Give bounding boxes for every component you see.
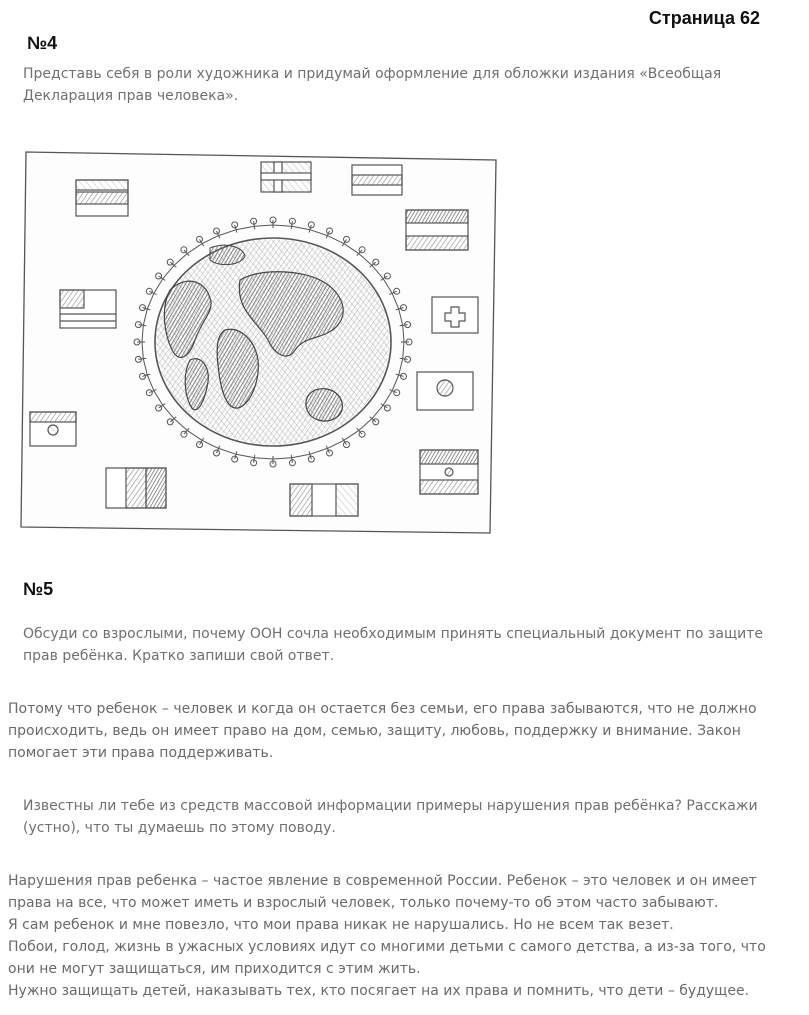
task-4-instruction: [23, 63, 721, 107]
question-line: Обсуди со взрослыми, почему ООН сочла необходимым принять специальный документ по защите: [23, 626, 763, 642]
question-line: Известны ли тебе из средств массовой информации примеры нарушения прав ребёнка? Расскажи: [23, 798, 758, 814]
flag-icon: [106, 468, 166, 508]
task-5-number: №5: [23, 579, 54, 599]
task-5-answer-1: [8, 698, 757, 764]
flag-icon: [30, 412, 76, 446]
task-5-answer-2: [8, 870, 766, 1002]
answer-line: помогает эти права поддерживать.: [8, 745, 274, 761]
task-5-question-1: [23, 623, 763, 667]
flag-icon: [352, 165, 402, 195]
question-line: (устно), что ты думаешь по этому поводу.: [23, 820, 336, 836]
instruction-line: Представь себя в роли художника и придумай оформление для обложки издания «Всеобщая: [23, 66, 722, 82]
answer-line: Нужно защищать детей, наказывать тех, кто посягает на их права и помнить, что дети – будущее.: [8, 983, 750, 999]
answer-line: Побои, голод, жизнь в ужасных условиях идут со многими детьми с самого детства, а из-за того, что: [8, 939, 766, 955]
flag-icon: [290, 484, 358, 516]
flag-icon: [420, 450, 478, 494]
instruction-line: Декларация прав человека».: [23, 88, 239, 104]
answer-line: Нарушения прав ребенка – частое явление в современной России. Ребенок – это человек и он имеет: [8, 873, 757, 889]
cover-drawing: [20, 150, 498, 535]
answer-line: происходить, ведь он имеет право на дом, семью, защиту, любовь, поддержку и внимание. Закон: [8, 723, 741, 739]
task-4-number: №4: [27, 33, 58, 53]
globe-icon: [155, 238, 391, 446]
answer-line: они не могут защищаться, им приходится с этим жить.: [8, 961, 421, 977]
answer-line: права на все, что может иметь и взрослый человек, только почему-то об этом часто забывают.: [8, 895, 719, 911]
task-5-question-2: [23, 795, 758, 839]
flag-icon: [432, 297, 478, 333]
flag-icon: [261, 162, 311, 192]
flag-icon: [60, 290, 116, 328]
page-label: Страница 62: [648, 8, 760, 28]
question-line: прав ребёнка. Кратко запиши свой ответ.: [23, 648, 335, 664]
flag-icon: [76, 180, 128, 216]
flag-icon: [417, 372, 473, 410]
answer-line: Потому что ребенок – человек и когда он остается без семьи, его права забываются, что не должно: [8, 701, 757, 717]
answer-line: Я сам ребенок и мне повезло, что мои права никак не нарушались. Но не всем так везет.: [8, 917, 674, 933]
flag-icon: [406, 210, 468, 250]
